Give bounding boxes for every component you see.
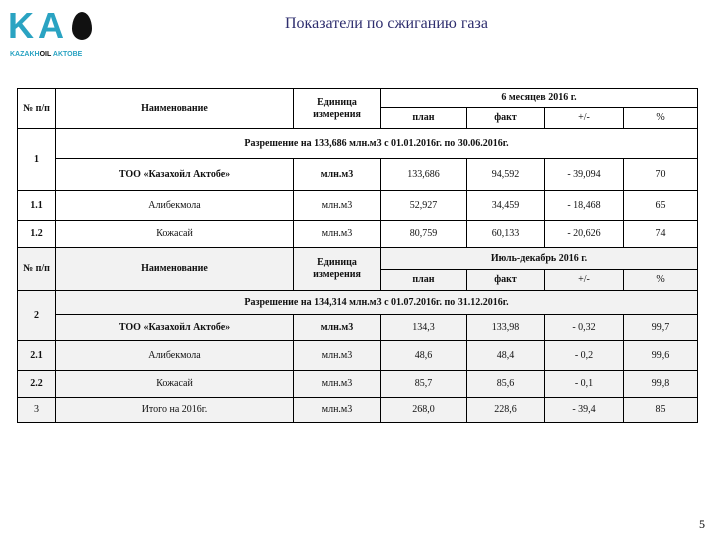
cell-plan: 80,759 [381,221,467,248]
cell-fact: 34,459 [467,191,545,221]
table-row-total [18,398,698,423]
header-fact: факт [467,270,545,291]
table-row [18,315,698,341]
cell-fact: 85,6 [467,371,545,398]
table-row [18,221,698,248]
cell-name: ТОО «Казахойл Актобе» [56,159,294,191]
cell-plan: 133,686 [381,159,467,191]
header-pct: % [624,108,698,129]
cell-diff: - 0,1 [545,371,624,398]
logo-text-b: OIL [39,51,52,58]
header-plan: план [381,108,467,129]
cell-fact: 60,133 [467,221,545,248]
cell-diff: - 0,32 [545,315,624,341]
page-number: 5 [699,517,705,531]
cell-diff: - 20,626 [545,221,624,248]
header-diff: +/- [545,270,624,291]
cell-plan: 85,7 [381,371,467,398]
company-logo [8,6,118,62]
cell-fact: 133,98 [467,315,545,341]
cell-num: 3 [18,398,56,423]
cell-name: ТОО «Казахойл Актобе» [56,315,294,341]
header-fact: факт [467,108,545,129]
cell-fact: 48,4 [467,341,545,371]
cell-pct: 74 [624,221,698,248]
cell-diff: - 39,094 [545,159,624,191]
cell-pct: 99,6 [624,341,698,371]
header-diff: +/- [545,108,624,129]
logo-text [10,50,82,59]
cell-name: Итого на 2016г. [56,398,294,423]
cell-plan: 268,0 [381,398,467,423]
cell-name: Кожасай [56,371,294,398]
table-row [18,159,698,191]
cell-plan: 48,6 [381,341,467,371]
header-num: № п/п [18,248,56,291]
cell-name: Алибекмола [56,341,294,371]
cell-num: 1.1 [18,191,56,221]
logo-text-c: AKTOBE [51,51,83,58]
cell-num: 2.2 [18,371,56,398]
period-label: 6 месяцев 2016 г. [381,89,698,108]
cell-unit: млн.м3 [294,221,381,248]
cell-unit: млн.м3 [294,315,381,341]
cell-unit: млн.м3 [294,191,381,221]
cell-diff: - 18,468 [545,191,624,221]
header-pct: % [624,270,698,291]
cell-pct: 85 [624,398,698,423]
logo-mark [8,6,92,46]
row-num: 1 [18,129,56,191]
cell-pct: 70 [624,159,698,191]
logo-text-a: KAZAKH [10,51,40,58]
period-label: Июль-декабрь 2016 г. [381,248,698,270]
cell-pct: 99,7 [624,315,698,341]
row-num: 2 [18,291,56,341]
cell-name: Алибекмола [56,191,294,221]
header-name: Наименование [56,89,294,129]
table-row [18,371,698,398]
cell-fact: 228,6 [467,398,545,423]
permit-text: Разрешение на 133,686 млн.м3 с 01.01.2016г. по 30.06.2016г. [56,129,698,159]
cell-plan: 134,3 [381,315,467,341]
cell-diff: - 39,4 [545,398,624,423]
cell-plan: 52,927 [381,191,467,221]
cell-pct: 65 [624,191,698,221]
header-name: Наименование [56,248,294,291]
table-row [18,191,698,221]
cell-fact: 94,592 [467,159,545,191]
oil-drop-icon [72,12,92,40]
cell-name: Кожасай [56,221,294,248]
logo-letters: KA [8,5,68,46]
cell-unit: млн.м3 [294,341,381,371]
cell-num: 1.2 [18,221,56,248]
table-row [18,341,698,371]
header-plan: план [381,270,467,291]
header-unit: Единица измерения [294,89,381,129]
cell-diff: - 0,2 [545,341,624,371]
cell-unit: млн.м3 [294,159,381,191]
gas-flaring-table [17,88,698,423]
cell-pct: 99,8 [624,371,698,398]
cell-unit: млн.м3 [294,398,381,423]
cell-num: 2.1 [18,341,56,371]
cell-unit: млн.м3 [294,371,381,398]
page-title: Показатели по сжиганию газа [285,15,488,32]
permit-text: Разрешение на 134,314 млн.м3 с 01.07.2016г. по 31.12.2016г. [56,291,698,315]
header-unit: Единица измерения [294,248,381,291]
header-num: № п/п [18,89,56,129]
